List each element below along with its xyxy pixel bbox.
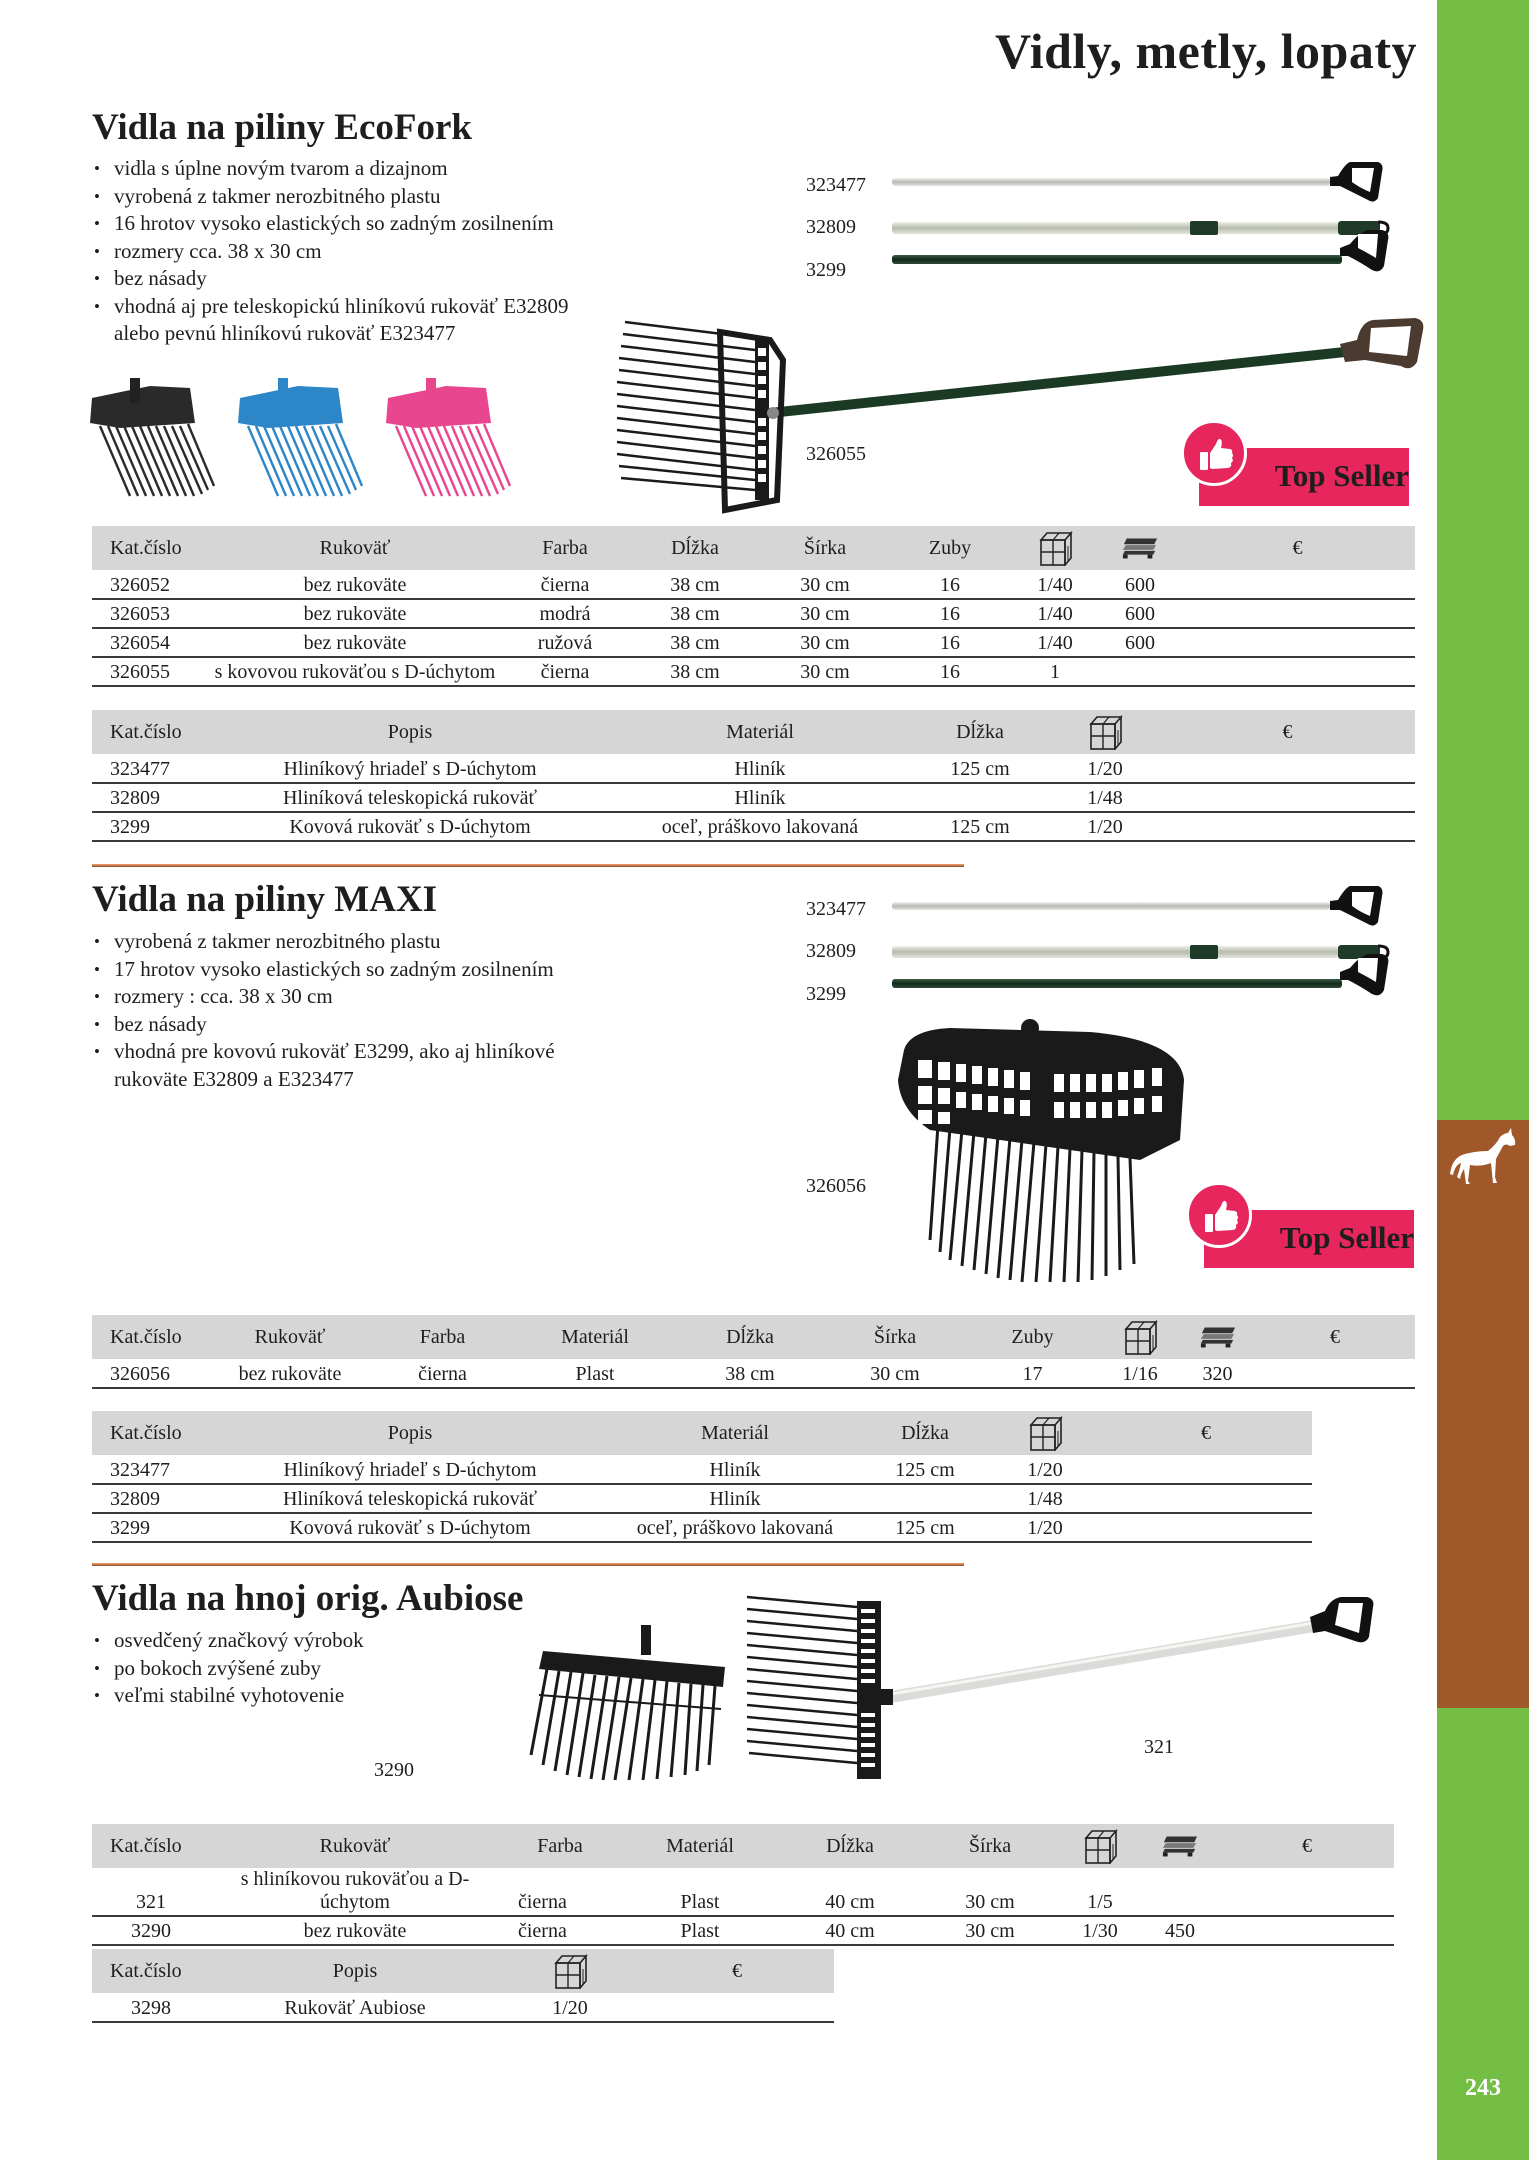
table-cell: čierna — [500, 1868, 620, 1916]
table-cell: 16 — [890, 628, 1010, 657]
col-header: Materiál — [620, 1824, 780, 1868]
feature-item: • bez násady — [92, 1011, 555, 1039]
table-row — [92, 783, 1415, 812]
table-cell — [1160, 754, 1415, 783]
col-header: Zuby — [890, 526, 1010, 570]
box-icon — [1080, 1828, 1120, 1864]
table-cell: 30 cm — [920, 1916, 1060, 1945]
fork-black — [90, 378, 214, 496]
horse-icon — [1448, 1125, 1520, 1193]
table-cell: 1/40 — [1010, 599, 1100, 628]
table-cell: 16 — [890, 570, 1010, 599]
aubiose-features-list — [92, 1627, 364, 1710]
table-row — [92, 599, 1415, 628]
feature-item: • vidla s úplne novým tvarom a dizajnom — [92, 155, 569, 183]
table-cell: 326052 — [92, 570, 210, 599]
col-header: Kat.číslo — [92, 1411, 210, 1455]
table-cell: 30 cm — [920, 1868, 1060, 1916]
table-cell: 125 cm — [860, 1513, 990, 1542]
col-header: Rukoväť — [210, 526, 500, 570]
table-cell: 326054 — [92, 628, 210, 657]
table-cell: 38 cm — [630, 628, 760, 657]
table-cell: 600 — [1100, 599, 1180, 628]
table-cell: Hliníkový hriadeľ s D-úchytom — [210, 1455, 610, 1484]
col-header: Materiál — [610, 1411, 860, 1455]
col-header: Šírka — [920, 1824, 1060, 1868]
feature-item: • vhodná aj pre teleskopickú hliníkovú rukoväť E32809 — [92, 293, 569, 321]
feature-item: • vhodná pre kovovú rukoväť E3299, ako aj hliníkové — [92, 1038, 555, 1066]
feature-item: • po bokoch zvýšené zuby — [92, 1655, 364, 1683]
table-cell: 1/30 — [1060, 1916, 1140, 1945]
table-header-row — [92, 1315, 1415, 1359]
section-title-aubiose: Vidla na hnoj orig. Aubiose — [92, 1578, 524, 1619]
table-cell: Hliníková teleskopická rukoväť — [210, 1484, 610, 1513]
table-cell — [860, 1484, 990, 1513]
table-cell: Hliníková teleskopická rukoväť — [210, 783, 610, 812]
table-cell — [1255, 1359, 1415, 1388]
table-cell: 323477 — [92, 754, 210, 783]
table-cell: 125 cm — [860, 1455, 990, 1484]
top-seller-badge — [1186, 1182, 1416, 1274]
col-header: Kat.číslo — [92, 1315, 210, 1359]
table-row — [92, 1359, 1415, 1388]
feature-item-continuation: alebo pevnú hliníkovú rukoväť E323477 — [114, 321, 456, 345]
table-cell — [1180, 628, 1415, 657]
table-cell: 17 — [965, 1359, 1100, 1388]
badge-circle — [1181, 420, 1247, 486]
table-cell: 321 — [92, 1868, 210, 1916]
col-header-price: € — [1255, 1315, 1415, 1359]
product-label: 326056 — [806, 1175, 866, 1197]
ecofork-handles-table — [92, 710, 1415, 842]
col-header-price: € — [1100, 1411, 1312, 1455]
col-header: Šírka — [825, 1315, 965, 1359]
fork-pink — [386, 378, 510, 496]
table-cell: modrá — [500, 599, 630, 628]
col-header: Farba — [500, 526, 630, 570]
table-cell: 1/48 — [1050, 783, 1160, 812]
table-cell: oceľ, práškovo lakovaná — [610, 1513, 860, 1542]
ecofork-color-variants-image — [90, 378, 560, 498]
badge-circle — [1186, 1182, 1252, 1248]
table-cell: 125 cm — [910, 754, 1050, 783]
maxi-fork-image — [890, 1020, 1190, 1290]
table-cell: 326053 — [92, 599, 210, 628]
table-row — [92, 1513, 1312, 1542]
table-cell: 600 — [1100, 628, 1180, 657]
col-header: Kat.číslo — [92, 710, 210, 754]
feature-item: • 16 hrotov vysoko elastických so zadným zosilnením — [92, 210, 569, 238]
maxi-handles-table — [92, 1411, 1312, 1543]
table-cell: bez rukoväte — [210, 1359, 370, 1388]
table-cell — [1100, 1484, 1312, 1513]
table-cell: Hliník — [610, 1455, 860, 1484]
col-header-price: € — [1160, 710, 1415, 754]
table-cell: 30 cm — [760, 599, 890, 628]
table-cell: 1/40 — [1010, 628, 1100, 657]
col-header: Kat.číslo — [92, 526, 210, 570]
table-cell — [1100, 657, 1180, 686]
feature-item: • rozmery cca. 38 x 30 cm — [92, 238, 569, 266]
table-cell: 3299 — [92, 812, 210, 841]
table-row — [92, 1868, 1394, 1916]
table-cell: s kovovou rukoväťou s D-úchytom — [210, 657, 500, 686]
table-cell — [910, 783, 1050, 812]
pallet-icon — [1199, 1325, 1237, 1349]
sidebar-green-top — [1437, 0, 1529, 1120]
table-row — [92, 1484, 1312, 1513]
page-number: 243 — [1465, 2075, 1501, 2101]
table-cell: 38 cm — [630, 570, 760, 599]
col-header: Dĺžka — [780, 1824, 920, 1868]
col-header-box — [1010, 526, 1100, 570]
table-cell — [1220, 1868, 1394, 1916]
table-header-row — [92, 1824, 1394, 1868]
table-cell: 1/5 — [1060, 1868, 1140, 1916]
table-header-row — [92, 1411, 1312, 1455]
col-header: Dĺžka — [675, 1315, 825, 1359]
table-cell: 30 cm — [760, 657, 890, 686]
table-cell: 38 cm — [630, 657, 760, 686]
table-body — [92, 1455, 1312, 1542]
table-cell: 1/20 — [990, 1513, 1100, 1542]
table-cell: 1/40 — [1010, 570, 1100, 599]
handle-label: 3299 — [806, 983, 846, 1005]
col-header: Kat.číslo — [92, 1824, 210, 1868]
table-cell: 320 — [1180, 1359, 1255, 1388]
table-cell: čierna — [370, 1359, 515, 1388]
col-header: Popis — [210, 710, 610, 754]
page-title: Vidly, metly, lopaty — [994, 23, 1417, 79]
table-row — [92, 570, 1415, 599]
fork-blue — [238, 378, 362, 496]
table-cell: s hliníkovou rukoväťou a D-úchytom — [210, 1868, 500, 1916]
handle-label: 3299 — [806, 259, 846, 281]
ecofork-features-list — [92, 155, 569, 348]
product-label: 326055 — [806, 443, 866, 465]
table-row — [92, 657, 1415, 686]
section-title-maxi: Vidla na piliny MAXI — [92, 879, 438, 920]
table-cell: Plast — [620, 1868, 780, 1916]
table-cell: 1/16 — [1100, 1359, 1180, 1388]
col-header-box — [1060, 1824, 1140, 1868]
table-cell: 326056 — [92, 1359, 210, 1388]
table-cell — [1160, 812, 1415, 841]
handle-label: 32809 — [806, 940, 856, 962]
table-body — [92, 1359, 1415, 1388]
col-header: Rukoväť — [210, 1315, 370, 1359]
box-icon — [1120, 1319, 1160, 1355]
col-header: Rukoväť — [210, 1824, 500, 1868]
box-icon — [1035, 530, 1075, 566]
table-cell: 38 cm — [630, 599, 760, 628]
table-cell: bez rukoväte — [210, 1916, 500, 1945]
col-header: Kat.číslo — [92, 1949, 210, 1993]
table-cell: bez rukoväte — [210, 570, 500, 599]
table-cell: Hliník — [610, 754, 910, 783]
top-seller-label: Top Seller — [1279, 1220, 1414, 1255]
table-cell: 3299 — [92, 1513, 210, 1542]
aubiose-fork-with-handle-image — [745, 1595, 1425, 1775]
table-cell: 323477 — [92, 1455, 210, 1484]
col-header-price: € — [1220, 1824, 1394, 1868]
table-cell: Hliník — [610, 1484, 860, 1513]
feature-item: • osvedčený značkový výrobok — [92, 1627, 364, 1655]
table-cell — [1180, 657, 1415, 686]
pallet-icon — [1121, 536, 1159, 560]
handle-label: 32809 — [806, 216, 856, 238]
table-cell — [1100, 1455, 1312, 1484]
table-cell: 32809 — [92, 783, 210, 812]
aubiose-fork-head-image — [525, 1625, 730, 1780]
table-cell: 32809 — [92, 1484, 210, 1513]
table-row — [92, 1455, 1312, 1484]
col-header: Materiál — [610, 710, 910, 754]
box-icon — [1085, 714, 1125, 750]
handles-image — [890, 882, 1430, 982]
maxi-product-table — [92, 1315, 1415, 1389]
table-cell: Kovová rukoväť s D-úchytom — [210, 1513, 610, 1542]
col-header: Popis — [210, 1411, 610, 1455]
box-icon — [550, 1953, 590, 1989]
table-cell: 30 cm — [760, 628, 890, 657]
table-cell: ružová — [500, 628, 630, 657]
table-row — [92, 1916, 1394, 1945]
table-cell: 16 — [890, 657, 1010, 686]
feature-item: • bez násady — [92, 265, 569, 293]
table-cell: 450 — [1140, 1916, 1220, 1945]
thumbs-up-icon — [1201, 1197, 1241, 1237]
table-row — [92, 754, 1415, 783]
section-divider — [92, 864, 964, 867]
table-cell — [1220, 1916, 1394, 1945]
pallet-icon — [1161, 1834, 1199, 1858]
table-cell: 1/20 — [990, 1455, 1100, 1484]
col-header-box — [1050, 710, 1160, 754]
col-header-box — [500, 1949, 640, 1993]
feature-item: • vyrobená z takmer nerozbitného plastu — [92, 183, 569, 211]
section-title-ecofork: Vidla na piliny EcoFork — [92, 107, 473, 148]
table-cell: 125 cm — [910, 812, 1050, 841]
col-header-box — [1100, 1315, 1180, 1359]
col-header-pallet — [1180, 1315, 1255, 1359]
table-cell: oceľ, práškovo lakovaná — [610, 812, 910, 841]
product-label: 321 — [1144, 1736, 1174, 1758]
table-cell — [640, 1993, 834, 2022]
col-header-price: € — [1180, 526, 1415, 570]
table-cell: čierna — [500, 570, 630, 599]
feature-item: • veľmi stabilné vyhotovenie — [92, 1682, 364, 1710]
table-row — [92, 628, 1415, 657]
table-cell — [1140, 1868, 1220, 1916]
col-header: Farba — [370, 1315, 515, 1359]
table-cell: Hliníkový hriadeľ s D-úchytom — [210, 754, 610, 783]
col-header-price: € — [640, 1949, 834, 1993]
col-header: Materiál — [515, 1315, 675, 1359]
table-header-row — [92, 1949, 834, 1993]
feature-item: • vyrobená z takmer nerozbitného plastu — [92, 928, 555, 956]
table-cell: 1/20 — [500, 1993, 640, 2022]
table-cell: 38 cm — [675, 1359, 825, 1388]
col-header: Zuby — [965, 1315, 1100, 1359]
table-cell: čierna — [500, 657, 630, 686]
col-header: Popis — [210, 1949, 500, 1993]
sidebar-category-tab[interactable] — [1437, 1120, 1529, 1708]
aubiose-product-table — [92, 1824, 1394, 1946]
col-header: Dĺžka — [910, 710, 1050, 754]
maxi-features-list — [92, 928, 555, 1093]
table-cell: čierna — [500, 1916, 620, 1945]
table-cell: 326055 — [92, 657, 210, 686]
thumbs-up-icon — [1196, 435, 1236, 475]
table-cell: 1/20 — [1050, 812, 1160, 841]
top-seller-label: Top Seller — [1274, 458, 1409, 493]
feature-item: • rozmery : cca. 38 x 30 cm — [92, 983, 555, 1011]
handle-label: 323477 — [806, 174, 866, 196]
table-cell: Rukoväť Aubiose — [210, 1993, 500, 2022]
col-header: Dĺžka — [630, 526, 760, 570]
table-cell: 600 — [1100, 570, 1180, 599]
aubiose-handles-table — [92, 1949, 834, 2023]
table-cell: 40 cm — [780, 1916, 920, 1945]
feature-item: • 17 hrotov vysoko elastických so zadným zosilnením — [92, 956, 555, 984]
table-cell: 40 cm — [780, 1868, 920, 1916]
table-cell: Hliník — [610, 783, 910, 812]
product-label: 3290 — [374, 1759, 414, 1781]
table-cell: Kovová rukoväť s D-úchytom — [210, 812, 610, 841]
table-cell — [1180, 599, 1415, 628]
table-cell: 3290 — [92, 1916, 210, 1945]
col-header: Šírka — [760, 526, 890, 570]
section-divider — [92, 1563, 964, 1566]
top-seller-badge — [1181, 420, 1411, 512]
feature-item-continuation: rukoväte E32809 a E323477 — [114, 1066, 354, 1091]
table-cell: bez rukoväte — [210, 599, 500, 628]
table-row — [92, 1993, 834, 2022]
table-cell — [1180, 570, 1415, 599]
table-cell: 30 cm — [760, 570, 890, 599]
box-icon — [1025, 1415, 1065, 1451]
table-cell: 3298 — [92, 1993, 210, 2022]
col-header-box — [990, 1411, 1100, 1455]
table-cell: 1/20 — [1050, 754, 1160, 783]
col-header: Farba — [500, 1824, 620, 1868]
table-header-row — [92, 526, 1415, 570]
table-body — [92, 570, 1415, 686]
table-cell — [1100, 1513, 1312, 1542]
table-header-row — [92, 710, 1415, 754]
table-cell: Plast — [620, 1916, 780, 1945]
handle-label: 323477 — [806, 898, 866, 920]
ecofork-product-table — [92, 526, 1415, 687]
col-header-pallet — [1100, 526, 1180, 570]
table-body — [92, 1868, 1394, 1945]
table-cell: bez rukoväte — [210, 628, 500, 657]
handles-image — [890, 158, 1430, 258]
table-row — [92, 812, 1415, 841]
table-cell — [1160, 783, 1415, 812]
table-cell: 1 — [1010, 657, 1100, 686]
table-cell: 30 cm — [825, 1359, 965, 1388]
col-header: Dĺžka — [860, 1411, 990, 1455]
table-cell: Plast — [515, 1359, 675, 1388]
table-body — [92, 1993, 834, 2022]
table-cell: 16 — [890, 599, 1010, 628]
table-body — [92, 754, 1415, 841]
col-header-pallet — [1140, 1824, 1220, 1868]
table-cell: 1/48 — [990, 1484, 1100, 1513]
